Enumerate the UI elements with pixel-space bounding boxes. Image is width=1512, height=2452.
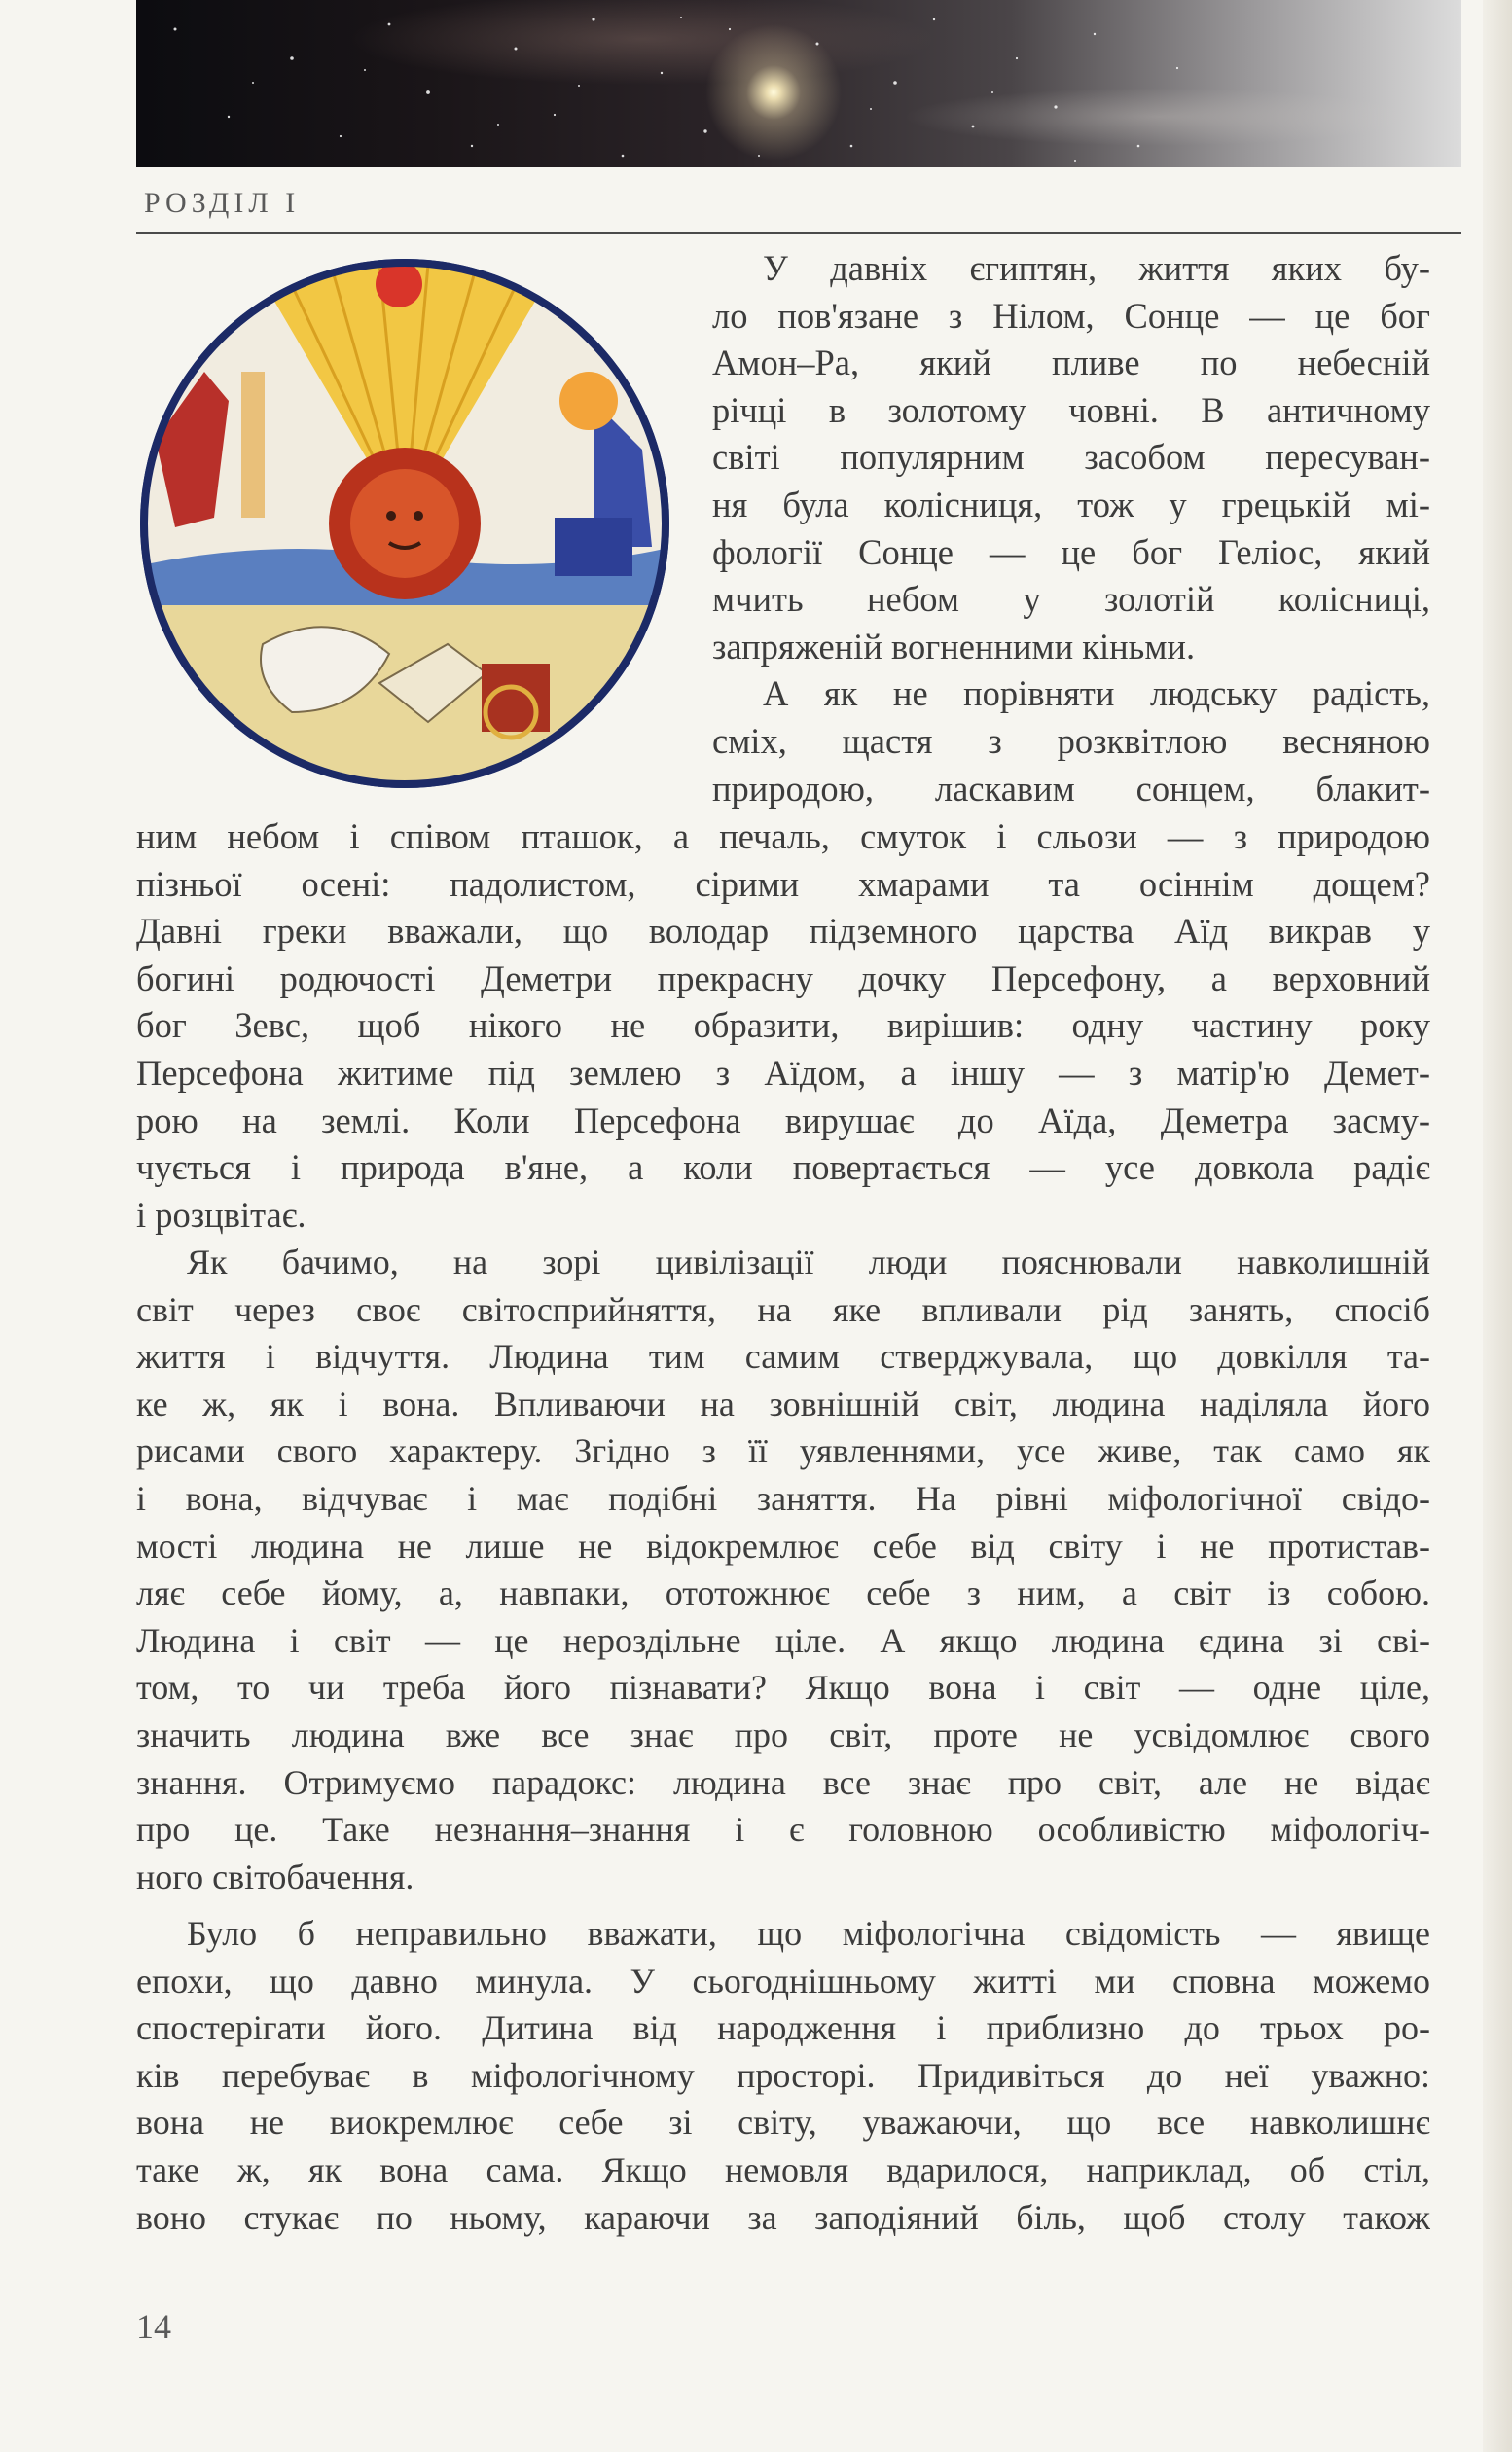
text-line: том, то чи треба його пізнавати? Якщо вона і світ — одне ціле, <box>136 1668 1430 1708</box>
paragraph-wrap <box>712 245 1430 812</box>
text-line: знання. Отримуємо парадокс: людина все знає про світ, але не відає <box>136 1762 1430 1802</box>
text-line: А як не порівняти людську радість, <box>763 673 1430 714</box>
text-line: рою на землі. Коли Персефона вирушає до Аїда, Деметра засму- <box>136 1100 1430 1140</box>
paragraph-4 <box>136 1910 1430 2241</box>
text-line: У давніх єгиптян, життя яких бу- <box>763 248 1430 288</box>
text-line: світі популярним засобом пересуван- <box>712 437 1430 478</box>
text-line: фології Сонце — це бог Геліос, який <box>712 531 1430 572</box>
text-line: рисами свого характеру. Згідно з її уявленнями, усе живе, так само як <box>136 1431 1430 1471</box>
text-line: ляє себе йому, а, навпаки, ототожнює себе з ним, а світ із собою. <box>136 1573 1430 1613</box>
text-line: і вона, відчуває і має подібні заняття. На рівні міфологічної свідо- <box>136 1478 1430 1518</box>
text-line: річці в золотому човні. В античному <box>712 389 1430 430</box>
page-edge <box>1483 0 1512 2452</box>
text-line: Було б неправильно вважати, що міфологічна свідомість — явище <box>187 1914 1430 1953</box>
text-line: мості людина не лише не відокремлює себе від світу і не протистав- <box>136 1526 1430 1566</box>
text-line: вона не виокремлює себе зі світу, уважаючи, що все навколишнє <box>136 2103 1430 2143</box>
text-line: природою, ласкавим сонцем, блакит- <box>712 768 1430 809</box>
paragraph-3 <box>136 1239 1430 1900</box>
text-line: Амон–Ра, який пливе по небесній <box>712 343 1430 383</box>
text-line: Як бачимо, на зорі цивілізації люди пояснювали навколишній <box>187 1243 1430 1281</box>
starfield-svg <box>136 0 1461 167</box>
text-line: ло пов'язане з Нілом, Сонце — це бог <box>712 295 1430 336</box>
text-line: Давні греки вважали, що володар підземного царства Аїд викрав у <box>136 911 1430 952</box>
text-line: богині родючості Деметри прекрасну дочку Персефону, а верховний <box>136 957 1430 998</box>
section-label: РОЗДІЛ І <box>144 187 301 219</box>
text-line: ного світобачення. <box>136 1857 414 1896</box>
page-number: 14 <box>136 2307 171 2346</box>
text-line: спостерігати його. Дитина від народження і приблизно до трьох ро- <box>136 2008 1430 2048</box>
text-line: сміх, щастя з розквітлою весняною <box>712 720 1430 761</box>
sun-mythology-illustration <box>136 255 673 792</box>
text-line: пізньої осені: падолистом, сірими хмарами та осіннім дощем? <box>136 863 1430 904</box>
text-line: епохи, що давно минула. У сьогоднішньому житті ми сповна можемо <box>136 1961 1430 2001</box>
text-line: світ через своє світосприйняття, на яке впливали рід занять, спосіб <box>136 1289 1430 1329</box>
text-line: Персефона житиме під землею з Аїдом, а іншу — з матір'ю Демет- <box>136 1052 1430 1093</box>
text-line: Людина і світ — це нероздільне ціле. А якщо людина єдина зі сві- <box>136 1620 1430 1660</box>
text-line: воно стукає по ньому, караючи за заподіяний біль, щоб столу також <box>136 2197 1430 2237</box>
text-line: і розцвітає. <box>136 1194 306 1235</box>
text-line: про це. Таке незнання–знання і є головною особливістю міфологіч- <box>136 1810 1430 1850</box>
text-line: запряженій вогненними кіньми. <box>712 626 1196 667</box>
text-line: ків перебуває в міфологічному просторі. Придивіться до неї уважно: <box>136 2055 1430 2095</box>
section-header <box>136 183 1461 234</box>
text-line: ним небом і співом пташок, а печаль, смуток і сльози — з природою <box>136 816 1430 856</box>
text-line: мчить небом у золотій колісниці, <box>712 579 1430 620</box>
text-line: життя і відчуття. Людина тим самим стверджувала, що довкілля та- <box>136 1337 1430 1377</box>
text-line: ня була колісниця, тож у грецькій мі- <box>712 484 1430 524</box>
text-line: таке ж, як вона сама. Якщо немовля вдарилося, наприклад, об стіл, <box>136 2149 1430 2189</box>
sun-mythology-medallion <box>136 255 673 792</box>
text-line: значить людина вже все знає про світ, проте не усвідомлює свого <box>136 1714 1430 1754</box>
starfield-banner <box>136 0 1461 167</box>
text-line: чується і природа в'яне, а коли повертається — усе довкола радіє <box>136 1147 1430 1188</box>
text-line: бог Зевс, щоб нікого не образити, вирішив: одну частину року <box>136 1005 1430 1046</box>
paragraph-wide <box>136 813 1430 1239</box>
text-line: ке ж, як і вона. Впливаючи на зовнішній світ, людина наділяла його <box>136 1384 1430 1424</box>
